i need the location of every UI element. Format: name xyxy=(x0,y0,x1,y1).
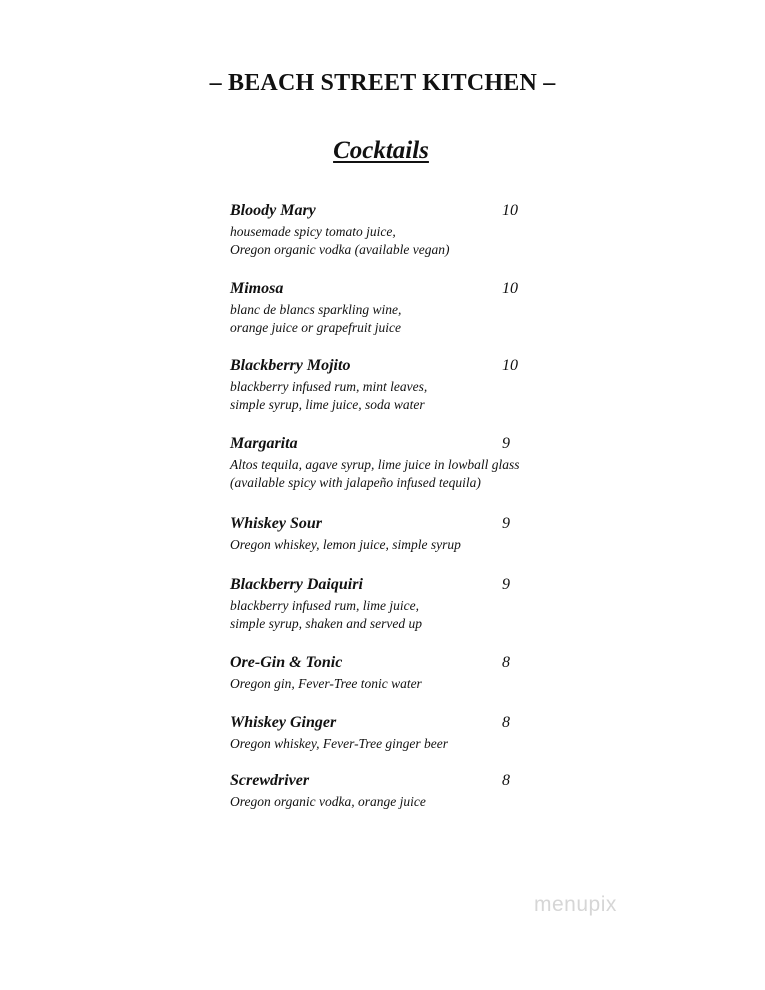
item-description: simple syrup, lime juice, soda water xyxy=(230,397,425,412)
item-description: Altos tequila, agave syrup, lime juice in lowball glass xyxy=(230,457,520,472)
item-price: 9 xyxy=(502,515,510,532)
item-description: (available spicy with jalapeño infused tequila) xyxy=(230,475,481,490)
item-description: orange juice or grapefruit juice xyxy=(230,320,401,335)
item-price: 8 xyxy=(502,654,510,671)
menu-item-blackberry-daiquiri xyxy=(230,575,590,633)
menu-item-whiskey-sour xyxy=(230,514,590,554)
item-name: Blackberry Mojito xyxy=(230,357,351,374)
item-description: housemade spicy tomato juice, xyxy=(230,224,396,239)
item-description: Oregon whiskey, Fever-Tree ginger beer xyxy=(230,736,449,751)
menu-item-margarita xyxy=(230,434,590,492)
item-name: Blackberry Daiquiri xyxy=(230,576,363,593)
item-name: Whiskey Ginger xyxy=(230,714,337,731)
section-title: Cocktails xyxy=(333,137,429,164)
item-description: blackberry infused rum, lime juice, xyxy=(230,598,419,613)
menu-item-screwdriver xyxy=(230,771,590,811)
item-description: Oregon organic vodka (available vegan) xyxy=(230,242,450,257)
item-name: Screwdriver xyxy=(230,772,310,789)
item-price: 8 xyxy=(502,714,510,731)
item-price: 10 xyxy=(502,280,518,297)
item-price: 8 xyxy=(502,772,510,789)
item-name: Bloody Mary xyxy=(230,202,316,219)
item-description: Oregon whiskey, lemon juice, simple syrup xyxy=(230,537,461,552)
item-name: Margarita xyxy=(230,435,298,452)
item-price: 9 xyxy=(502,576,510,593)
item-price: 10 xyxy=(502,202,518,219)
watermark-logo: menupix xyxy=(534,893,617,916)
item-price: 10 xyxy=(502,357,518,374)
item-description: Oregon organic vodka, orange juice xyxy=(230,794,426,809)
restaurant-title: – BEACH STREET KITCHEN – xyxy=(209,70,556,96)
item-name: Whiskey Sour xyxy=(230,515,323,532)
menu-item-blackberry-mojito xyxy=(230,356,590,414)
item-description: Oregon gin, Fever-Tree tonic water xyxy=(230,676,422,691)
item-name: Ore-Gin & Tonic xyxy=(230,654,343,671)
item-price: 9 xyxy=(502,435,510,452)
item-description: blackberry infused rum, mint leaves, xyxy=(230,379,428,394)
item-name: Mimosa xyxy=(230,280,284,297)
menu-item-bloody-mary xyxy=(230,201,590,259)
menu-item-mimosa xyxy=(230,279,590,337)
menu-item-whiskey-ginger xyxy=(230,713,590,753)
item-description: blanc de blancs sparkling wine, xyxy=(230,302,402,317)
menu-item-ore-gin-tonic xyxy=(230,653,590,693)
item-description: simple syrup, shaken and served up xyxy=(230,616,422,631)
